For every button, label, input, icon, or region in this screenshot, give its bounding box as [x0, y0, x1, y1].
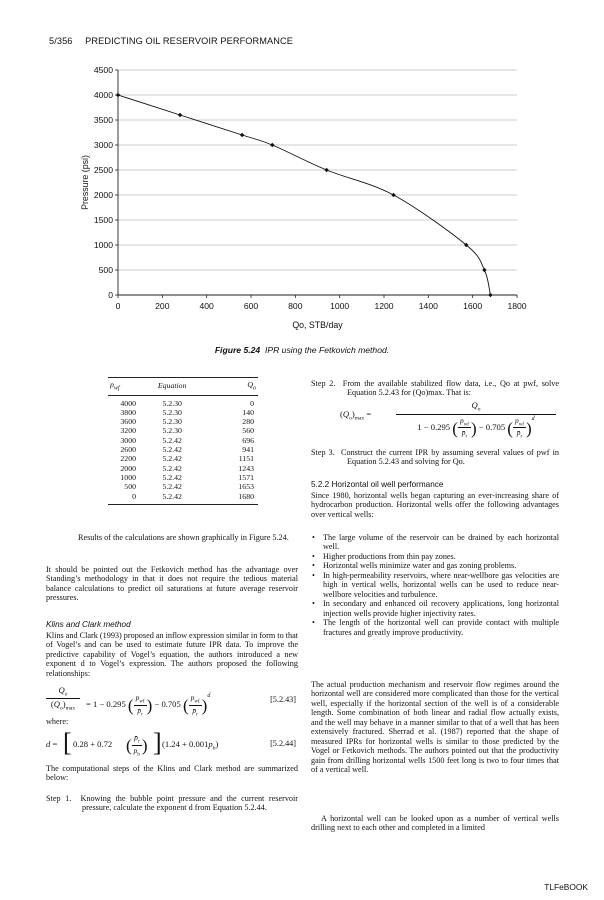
klins-heading: Klins and Clark method [46, 620, 131, 629]
step-3-label: Step 3. [311, 448, 335, 457]
table-row [108, 464, 258, 473]
cell-equation: 5.2.30 [162, 398, 182, 408]
y-tick-label: 2500 [93, 165, 113, 175]
figure-label: Figure 5.24 [214, 345, 261, 355]
eq2-bracket-right: ] [153, 728, 162, 757]
cell-equation: 5.2.42 [162, 435, 182, 445]
eq1-lhs: $Q_o$ $(Q_o)_{max}$ [46, 685, 80, 711]
eq2-number: [5.2.44] [270, 739, 296, 748]
eq3-rhs: $Q_o$ 1 − 0.295 ( $\frac{p_{wf}}{p̄_r}$ ) − 0.705 ( $\frac{p_{wf}}{p̄_r}$ )$^d$ [396, 400, 556, 440]
x-tick-label: 1200 [374, 301, 394, 311]
cell-equation: 5.2.30 [162, 426, 182, 436]
list-item: • Higher productions from thin pay zones. [311, 552, 559, 561]
list-item: • Horizontal wells minimize water and gas zoning problems. [311, 561, 559, 570]
x-tick-label: 1800 [507, 301, 527, 311]
data-point [391, 193, 395, 197]
x-tick-label: 0 [115, 301, 121, 311]
page-number: 5/356 [49, 36, 73, 46]
watermark: TLFeBOOK [544, 882, 588, 892]
cell-qo: 1680 [208, 492, 258, 505]
cell-equation: 5.2.42 [162, 472, 182, 482]
cell-equation: 5.2.42 [162, 454, 182, 464]
section-heading: 5.2.2 Horizontal oil well performance [311, 480, 444, 489]
steps-intro-paragraph: The computational steps of the Klins and Clark method are summarized below: [46, 764, 298, 783]
cell-pwf: 1000 [120, 472, 136, 482]
data-point [240, 133, 244, 137]
y-tick-label: 3000 [93, 140, 113, 150]
cell-pwf: 4000 [120, 398, 136, 408]
table-row [108, 436, 258, 445]
cell-pwf: 3000 [120, 435, 136, 445]
cell-pwf: 2200 [120, 454, 136, 464]
eq2-term2: $(1.24 + 0.001p_b)$ [162, 739, 219, 752]
x-tick-label: 800 [288, 301, 303, 311]
step-1-text: Knowing the bubble point pressure and the current reservoir pressure, calculate the exponent d from Equation 5.2.44. [80, 794, 299, 813]
y-tick-label: 500 [98, 265, 113, 275]
cell-qo: 1653 [238, 482, 254, 492]
y-tick-label: 4500 [93, 65, 113, 75]
cell-qo: 1243 [238, 463, 254, 473]
eq2-frac: ( $\frac{p̄_r}{p_b}$ ) [126, 733, 148, 757]
table-row [108, 445, 258, 454]
eq2-lhs: d = [46, 739, 58, 749]
cell-qo: 696 [242, 435, 254, 445]
cell-qo: 140 [242, 407, 254, 417]
table-header-row [108, 378, 258, 396]
step-2-label: Step 2. [311, 379, 336, 388]
cell-pwf: 500 [124, 482, 136, 492]
x-tick-label: 600 [243, 301, 259, 311]
list-item: • The large volume of the reservoir can be drained by each horizontal well. [311, 533, 559, 552]
x-tick-label: 400 [199, 301, 214, 311]
cell-equation: 5.2.42 [162, 482, 182, 492]
step-2-text: From the available stabilized flow data, i.e., Qo at pwf, solve Equation 5.2.43 for (Qo)max. That is: [342, 379, 560, 398]
step-3-text: Construct the current IPR by assuming several values of pwf in Equation 5.2.43 and solving for Qo. [341, 448, 560, 467]
section-paragraph: Since 1980, horizontal wells began capturing an ever-increasing share of hydrocarbon production. Horizontal wells offer the following advantages over vertical wells: [311, 491, 559, 519]
y-tick-label: 1500 [93, 215, 113, 225]
x-axis-label: Qo, STB/day [292, 320, 343, 330]
klins-paragraph: Klins and Clark (1993) proposed an inflow expression similar in form to that of Vogel’s and can be used to estimate future IPR data. To improve the predictive capability of Vogel’s equation, the authors introduced a new exponent d to Vogel’s expression. The authors proposed the following relationships: [46, 631, 298, 678]
cell-equation: 5.2.42 [136, 492, 208, 505]
data-point [270, 143, 274, 147]
figure-caption [0, 345, 604, 355]
cell-qo: 1571 [238, 472, 254, 482]
col-qo: $Q_o$ [208, 378, 258, 396]
cell-qo: 560 [242, 426, 254, 436]
cell-equation: 5.2.30 [162, 417, 182, 427]
col-pwf: $p_{wf}$ [108, 378, 136, 396]
list-item: • In high-permeability reservoirs, where near-wellbore gas velocities are high in vertical wells, horizontal wells can be used to reduce near-wellbore velocities and turbulence. [311, 571, 559, 599]
y-tick-label: 3500 [93, 115, 113, 125]
col-equation: Equation [136, 378, 208, 396]
data-point [482, 268, 486, 272]
cell-pwf: 2000 [120, 463, 136, 473]
figure-caption-text: IPR using the Fetkovich method. [264, 345, 390, 355]
cell-pwf: 2600 [120, 445, 136, 455]
cell-equation: 5.2.42 [162, 445, 182, 455]
list-item: • The length of the horizontal well can provide contact with multiple fractures and greatly improve productivity. [311, 618, 559, 637]
step-3 [311, 448, 559, 467]
table-row [108, 473, 258, 482]
where-label: where: [46, 717, 69, 726]
x-tick-label: 1000 [330, 301, 350, 311]
cell-qo: 941 [242, 445, 254, 455]
cell-equation: 5.2.42 [162, 463, 182, 473]
cell-equation: 5.2.30 [162, 407, 182, 417]
step-1 [46, 794, 298, 813]
eq3-lhs: $(Q_o)_{max}$ = [340, 409, 372, 422]
ipr-chart [0, 62, 604, 337]
running-title: PREDICTING OIL RESERVOIR PERFORMANCE [85, 36, 293, 46]
y-axis-label: Pressure (psi) [80, 155, 90, 210]
eq2-term1: 0.28 + 0.72 [73, 739, 113, 749]
step-2 [311, 379, 559, 398]
x-tick-label: 1600 [463, 301, 483, 311]
equation-5-2-44 [46, 727, 298, 761]
eq1-rhs: = 1 − 0.295 ( $\frac{p_{wf}}{p̄_r}$ ) − 0.705 ( $\frac{p_{wf}}{p̄_r}$ )$^d$ [86, 693, 211, 718]
cell-pwf: 3800 [120, 407, 136, 417]
y-tick-label: 1000 [93, 240, 113, 250]
cell-pwf: 0 [108, 492, 136, 505]
y-tick-label: 2000 [93, 190, 113, 200]
data-point [324, 168, 328, 172]
y-tick-label: 4000 [93, 90, 113, 100]
cell-qo: 1151 [238, 454, 254, 464]
eq1-number: [5.2.43] [270, 695, 296, 704]
cell-pwf: 3200 [120, 426, 136, 436]
cell-qo: 280 [242, 417, 254, 427]
table-row [108, 395, 258, 408]
x-tick-label: 1400 [418, 301, 438, 311]
equation-qomax [340, 400, 558, 442]
x-tick-label: 200 [155, 301, 170, 311]
table-row [108, 482, 258, 491]
y-tick-label: 0 [108, 290, 113, 300]
data-point [488, 293, 492, 297]
table-row [108, 426, 258, 435]
actual-paragraph: The actual production mechanism and reservoir flow regimes around the horizontal well are considered more complicated than those for the vertical well, especially if the horizontal section of the well is of a considerable length. Some combination of both linear and radial flow actually exists, and the well may behave in a manner similar to that of a well that has been extensively fractured. Sherrad et al. (1987) reported that the shape of measured IPRs for horizontal wells is similar to those predicted by the Vogel or Fetkovich methods. The authors pointed out that the productivity gain from drilling horizontal wells 1500 feet long is two to four times that of a vertical well. [311, 680, 559, 775]
eq2-bracket-left: [ [63, 728, 72, 757]
running-header [49, 36, 303, 46]
table-row [108, 454, 258, 463]
results-text: Results of the calculations are shown graphically in Figure 5.24. [78, 533, 289, 542]
last-paragraph: A horizontal well can be looked upon as a number of vertical wells drilling next to each other and completed in a limited [311, 814, 559, 833]
table-row [108, 408, 258, 417]
fetkovich-paragraph: It should be pointed out the Fetkovich method has the advantage over Standing’s methodology in that it does not require the tedious material balance calculations to predict oil saturations at future average reservoir pressures. [46, 565, 298, 603]
data-point [116, 93, 120, 97]
list-item: • In secondary and enhanced oil recovery applications, long horizontal injection wells provide higher injectivity rates. [311, 599, 559, 618]
table-row [108, 417, 258, 426]
results-table [108, 377, 258, 505]
equation-5-2-43 [46, 683, 298, 718]
results-paragraph [46, 533, 298, 542]
step-1-label: Step 1. [46, 794, 72, 803]
table-row [108, 492, 258, 505]
cell-pwf: 3600 [120, 417, 136, 427]
advantages-list [311, 533, 559, 637]
cell-qo: 0 [250, 398, 254, 408]
data-point [178, 113, 182, 117]
